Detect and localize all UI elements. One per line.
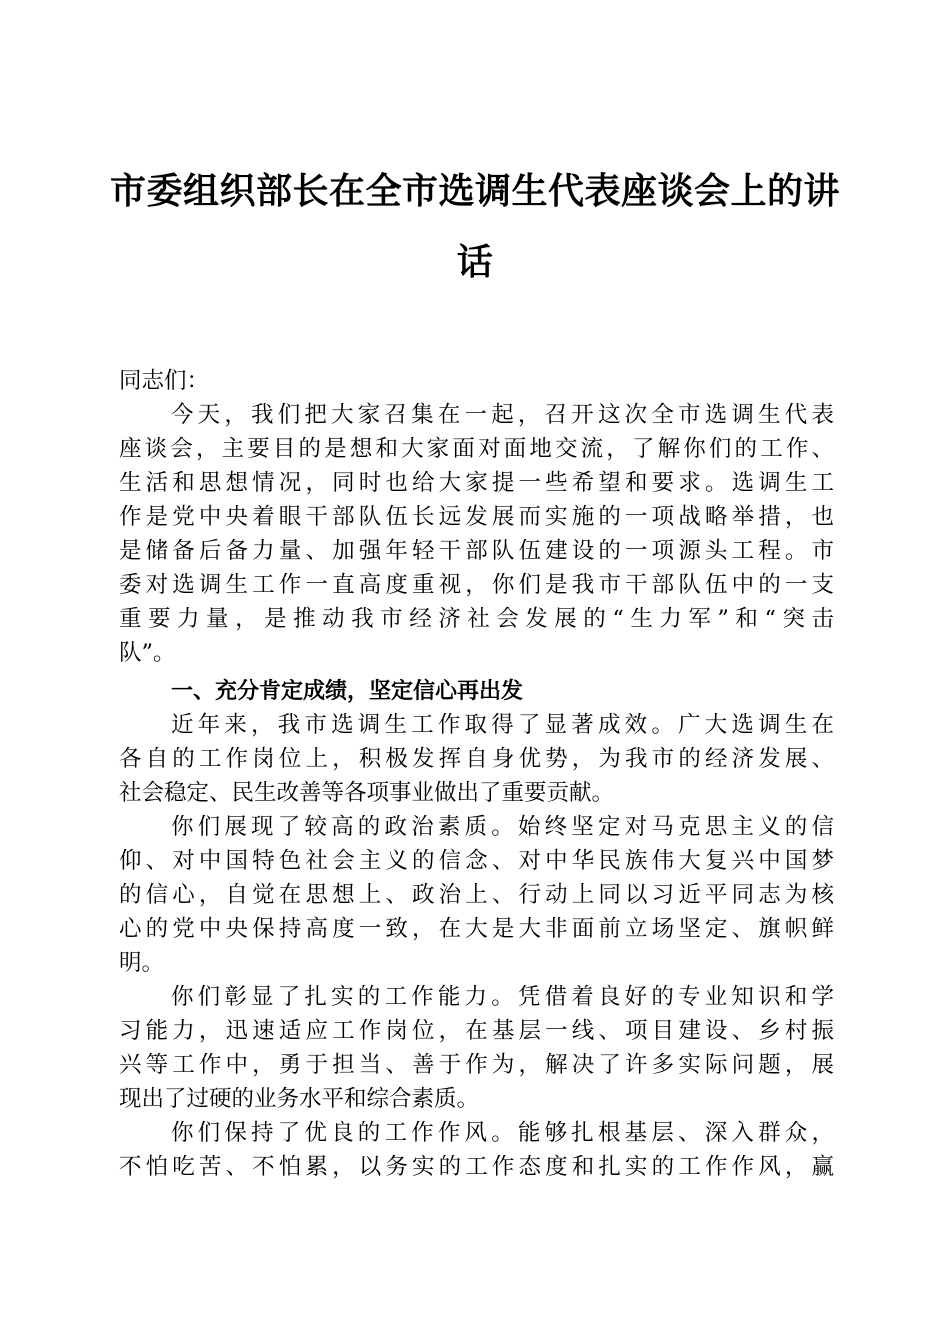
paragraph-line: 作是党中央着眼干部队伍长远发展而实施的一项战略举措，也 — [119, 504, 834, 530]
paragraph-line: 座谈会，主要目的是想和大家面对面地交流，了解你们的工作、 — [119, 436, 834, 462]
paragraph-line: 现出了过硬的业务水平和综合素质。 — [119, 1086, 480, 1112]
paragraph-line: 生活和思想情况，同时也给大家提一些希望和要求。选调生工 — [119, 470, 834, 496]
paragraph-line: 委对选调生工作一直高度重视，你们是我市干部队伍中的一支 — [119, 572, 834, 598]
paragraph-line: 重要力量，是推动我市经济社会发展的“生力军”和“突击 — [119, 606, 834, 632]
paragraph-line: 不怕吃苦、不怕累，以务实的工作态度和扎实的工作作风，赢 — [119, 1154, 834, 1180]
paragraph-line: 近年来，我市选调生工作取得了显著成效。广大选调生在 — [171, 712, 834, 738]
paragraph-line: 你们展现了较高的政治素质。始终坚定对马克思主义的信 — [171, 814, 834, 840]
paragraph-line: 兴等工作中，勇于担当、善于作为，解决了许多实际问题，展 — [119, 1052, 834, 1078]
paragraph-line: 仰、对中国特色社会主义的信念、对中华民族伟大复兴中国梦 — [119, 848, 834, 874]
paragraph-line: 今天，我们把大家召集在一起，召开这次全市选调生代表 — [171, 402, 834, 428]
paragraph-line: 心的党中央保持高度一致，在大是大非面前立场坚定、旗帜鲜 — [119, 916, 834, 942]
paragraph-line: 队”。 — [119, 640, 176, 666]
paragraph-line: 各自的工作岗位上，积极发挥自身优势，为我市的经济发展、 — [119, 746, 834, 772]
document-title-line-1: 市委组织部长在全市选调生代表座谈会上的讲 — [109, 171, 840, 212]
document-title-line-2: 话 — [456, 242, 494, 283]
section-heading: 一、充分肯定成绩，坚定信心再出发 — [171, 679, 524, 704]
paragraph-line: 你们保持了优良的工作作风。能够扎根基层、深入群众， — [171, 1120, 834, 1146]
paragraph-line: 社会稳定、民生改善等各项事业做出了重要贡献。 — [119, 780, 615, 806]
paragraph-line: 明。 — [119, 950, 165, 976]
paragraph-line: 的信心，自觉在思想上、政治上、行动上同以习近平同志为核 — [119, 882, 834, 908]
paragraph-line: 是储备后备力量、加强年轻干部队伍建设的一项源头工程。市 — [119, 538, 834, 564]
paragraph-line: 习能力，迅速适应工作岗位，在基层一线、项目建设、乡村振 — [119, 1018, 834, 1044]
salutation: 同志们： — [119, 368, 210, 394]
paragraph-line: 你们彰显了扎实的工作能力。凭借着良好的专业知识和学 — [171, 984, 834, 1010]
